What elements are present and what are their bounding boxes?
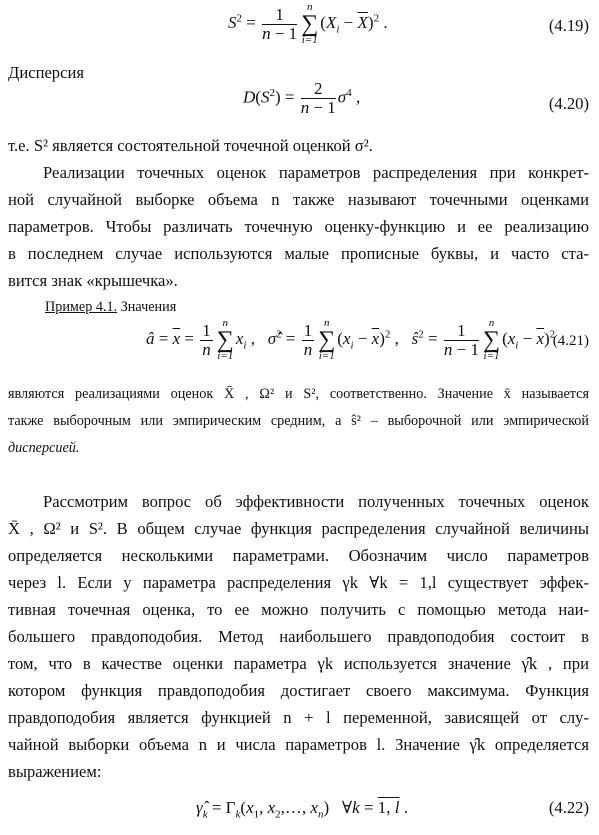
example-heading-rest: Значения [117, 299, 177, 315]
paragraph-2-line-4: через l. Если у параметра распределения γk ∀k = 1,l существует эффек- [8, 573, 589, 592]
formula-4-20-body: $D(S^2)$ = $\frac{2}{n - 1}$ $\sigma^4$ , [243, 79, 361, 117]
text-consistency: т.е. S² является состоятельной точечной оценкой σ². [8, 136, 373, 155]
paragraph-1-line-5: вится знак «крышечка». [8, 271, 178, 290]
paragraph-2-line-8: котором функция правдоподобия достигает своего максимума. Функция [8, 681, 589, 700]
paragraph-2-line-9: правдоподобия является функцией n + l переменной, зависящей от слу- [8, 708, 589, 727]
paragraph-2-line-1: Рассмотрим вопрос об эффективности полученных точечных оценок [43, 492, 589, 511]
formula-4-19 [0, 2, 599, 60]
paragraph-2-line-2: X̄ , Ω² и S². В общем случае функция распределения случайной величины [8, 519, 589, 538]
formula-4-21 [0, 318, 599, 376]
equation-number-4-21: (4.21) [552, 333, 589, 349]
text-dispersion: Дисперсия [8, 63, 84, 82]
paragraph-2-line-11: выражением: [8, 762, 102, 781]
paragraph-1-line-3: параметров. Чтобы различать точечную оценку-функцию и ее реализацию [8, 217, 589, 236]
paragraph-2-line-7: том, что в качестве оценки параметра γk используется значение γ̂k , при [8, 654, 589, 673]
example-line-2: также выборочным или эмпирическим средним, а ŝ² – выборочной или эмпирической [8, 413, 589, 429]
paragraph-1-line-2: ной случайной выборке объема n также называют точечными оценками [8, 190, 589, 209]
paragraph-1-line-4: в последнем случае используются малые прописные буквы, и часто ста- [8, 244, 589, 263]
formula-4-22-body: $\gammâ_k = \Gamma_k(x_1$, $x_2,\dots$, $x_n$) ∀k = 1, l . [196, 798, 409, 821]
example-line-3: дисперсией. [8, 440, 80, 456]
formula-4-20 [0, 80, 599, 138]
example-line-1: являются реализациями оценок X̄ , Ω² и S², соответственно. Значение x̄ называется [8, 386, 589, 402]
paragraph-2-line-5: тивная точечная оценка, то ее можно получить с помощью метода наи- [8, 600, 589, 619]
example-label: Пример 4.1. [45, 299, 118, 315]
equation-number-4-20: (4.20) [548, 94, 589, 113]
equation-number-4-22: (4.22) [548, 798, 589, 817]
equation-number-4-19: (4.19) [548, 16, 589, 35]
formula-4-22 [0, 790, 599, 830]
paragraph-1-line-1: Реализации точечных оценок параметров распределения при конкрет- [43, 163, 589, 182]
example-heading [45, 298, 589, 316]
paragraph-2-line-10: чайной выборки объема n и числа параметров l. Значение γ̂k определяется [8, 735, 589, 754]
formula-4-19-body: $S^2$ = $\frac{1}{n - 1}$ n ∑ i=1 $(X_i - \overline{X})^2$ . [228, 1, 388, 46]
paragraph-2-line-3: определяется несколькими параметрами. Обозначим число параметров [8, 546, 589, 565]
paragraph-2-line-6: большего правдоподобия. Метод наибольшего правдоподобия состоит в [8, 627, 589, 646]
formula-4-21-body: â = $\overline{x}$ = $\frac{1}{n}$ n ∑ i=1 $x_i$ , σ̂$^2$ = $\frac{1}{n}$ n ∑ i=1 $(x_i - \overline{x})^2$ , $ŝ^2$ = $\frac{1}{n - 1}$ n ∑ i=1 $(x_i - \overline{x})^2$ [146, 317, 556, 362]
